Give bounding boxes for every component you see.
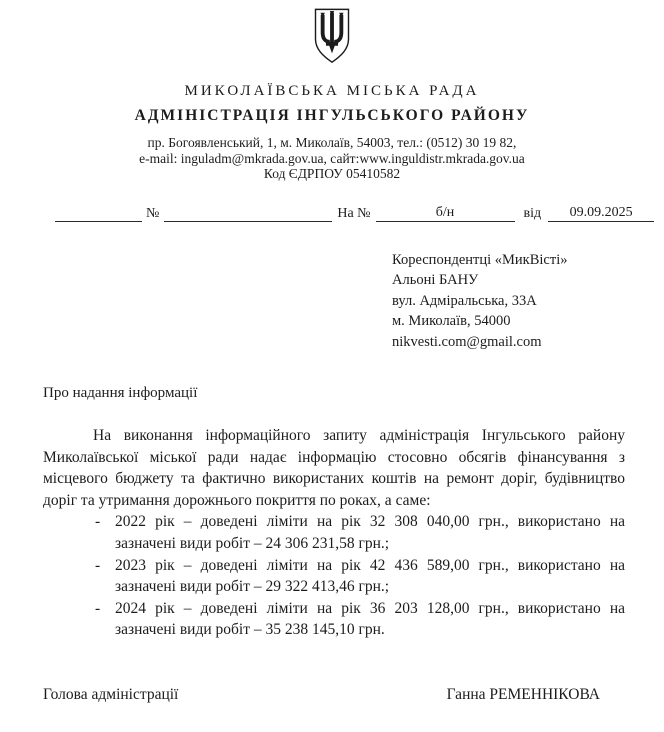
ukraine-trident-icon xyxy=(310,7,354,69)
edrpou-code: Код ЄДРПОУ 05410582 xyxy=(263,166,401,181)
recipient-name: Альоні БАНУ xyxy=(392,272,479,288)
org-address-block xyxy=(0,135,664,182)
list-item-2024 xyxy=(95,598,625,641)
recipient-email: nikvesti.com@gmail.com xyxy=(392,333,542,350)
recipient-street: вул. Адміральська, 33А xyxy=(392,292,537,309)
address-line1: пр. Богоявленський, 1, м. Миколаїв, 54003, тел.: (0512) 30 19 82, xyxy=(147,135,517,150)
reply-number-value: б/н xyxy=(376,204,515,222)
date-value: 09.09.2025 xyxy=(548,204,654,222)
list-item-2023 xyxy=(95,555,625,598)
recipient-role: Кореспондентці «МикВісті» xyxy=(392,251,568,268)
reply-number-label: На № xyxy=(337,205,371,221)
list-dash: - xyxy=(95,599,101,617)
list-dash: - xyxy=(95,513,101,531)
recipient-block xyxy=(392,250,664,353)
number-label: № xyxy=(146,205,160,221)
list-item-2022 xyxy=(95,511,625,554)
emblem-wrap xyxy=(0,7,664,69)
list-dash: - xyxy=(95,556,101,574)
outgoing-date-blank xyxy=(55,204,142,222)
signature-block xyxy=(43,686,600,704)
body-paragraph: На виконання інформаційного запиту адміністрація Інгульського району Миколаївської міської ради надає інформацію стосовно обсягів фінансування з місцевого бюджету та фактично використаних коштів на ремонт доріг, будівництво доріг та утримання дорожнього покриття по роках, а саме: xyxy=(43,427,625,509)
reference-line xyxy=(55,204,664,222)
org-name-line1: МИКОЛАЇВСЬКА МІСЬКА РАДА xyxy=(184,83,480,99)
list-item-text: 2024 рік – доведені ліміти на рік 36 203 128,00 грн., використано на зазначені види робіт – 35 238 145,10 грн. xyxy=(115,599,625,639)
org-name-line2: АДМІНІСТРАЦІЯ ІНГУЛЬСЬКОГО РАЙОНУ xyxy=(134,107,530,124)
funding-list xyxy=(95,511,625,641)
signer-name: Ганна РЕМЕННІКОВА xyxy=(446,686,600,703)
recipient-city: м. Миколаїв, 54000 xyxy=(392,313,511,329)
list-item-text: 2023 рік – доведені ліміти на рік 42 436 589,00 грн., використано на зазначені види робіт – 29 322 413,46 грн.; xyxy=(115,556,625,596)
outgoing-number-blank xyxy=(164,204,332,222)
subject-line: Про надання інформації xyxy=(43,385,198,401)
list-item-text: 2022 рік – доведені ліміти на рік 32 308 040,00 грн., використано на зазначені види робіт – 24 306 231,58 грн.; xyxy=(115,513,625,552)
address-line2: e-mail: inguladm@mkrada.gov.ua, сайт:www.inguldistr.mkrada.gov.ua xyxy=(139,150,525,166)
letterhead xyxy=(0,0,664,182)
signer-title: Голова адміністрації xyxy=(43,686,179,703)
date-label: від xyxy=(523,205,542,221)
